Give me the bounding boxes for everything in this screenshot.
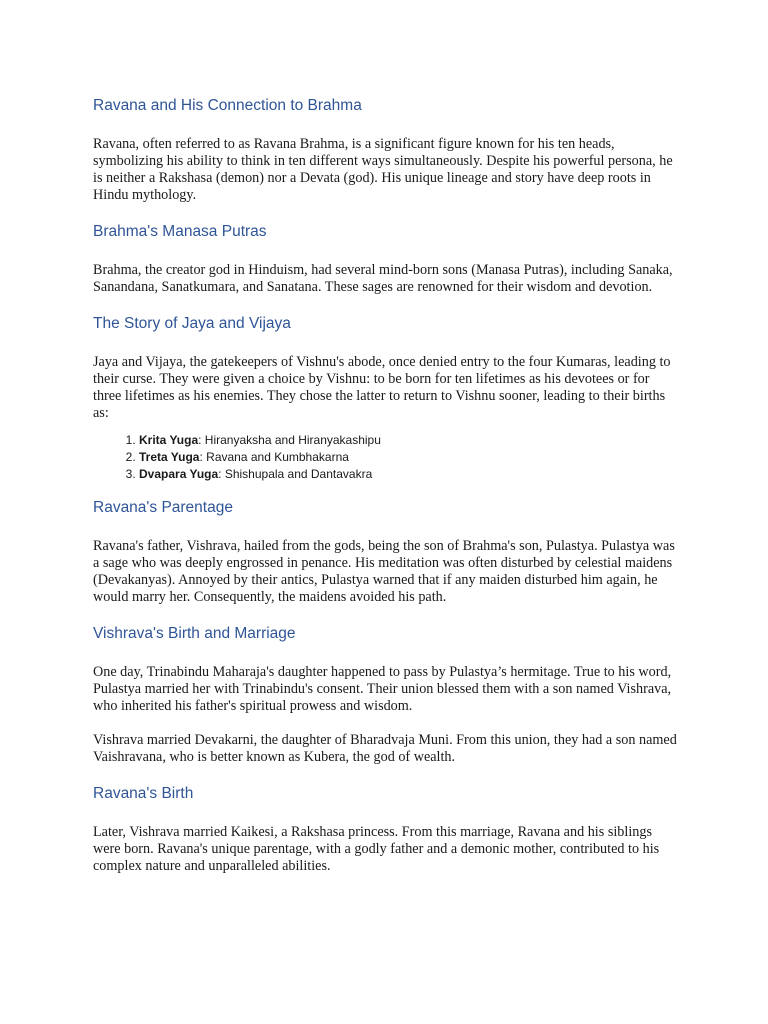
heading-ravana-birth: Ravana's Birth — [93, 785, 194, 802]
list-item-text: : Ravana and Kumbhakarna — [199, 450, 349, 464]
paragraph-manasa-putras: Brahma, the creator god in Hinduism, had several mind-born sons (Manasa Putras), including Sanaka, Sanandana, Sanatkumara, and Sanatana. These sages are renowned for their wisdom and devotion. — [93, 262, 673, 295]
list-item-term: Treta Yuga — [139, 450, 200, 464]
paragraph-vishrava-marriage: Vishrava married Devakarni, the daughter of Bharadvaja Muni. From this union, they had a son named Vaishravana, who is better known as Kubera, the god of wealth. — [93, 732, 677, 765]
heading-jaya-vijaya: The Story of Jaya and Vijaya — [93, 315, 291, 332]
paragraph-jaya-vijaya: Jaya and Vijaya, the gatekeepers of Vishnu's abode, once denied entry to the four Kumaras, leading to their curse. They were given a choice by Vishnu: to be born for ten lifetimes as his devotees or for three lifetimes as his enemies. They chose the latter to return to Vishnu sooner, leading to their births as: — [93, 354, 671, 421]
list-item — [139, 466, 678, 483]
list-item-term: Krita Yuga — [139, 433, 199, 447]
births-list — [93, 432, 678, 483]
heading-ravana-parentage: Ravana's Parentage — [93, 499, 233, 516]
document-page — [93, 95, 678, 875]
paragraph-ravana-birth: Later, Vishrava married Kaikesi, a Rakshasa princess. From this marriage, Ravana and his siblings were born. Ravana's unique parentage, with a godly father and a demonic mother, contributed to his complex nature and unparalleled abilities. — [93, 824, 660, 874]
paragraph-ravana-intro: Ravana, often referred to as Ravana Brahma, is a significant figure known for his ten heads, symbolizing his ability to think in ten different ways simultaneously. Despite his powerful persona, he is neither a Rakshasa (demon) nor a Devata (god). His unique lineage and story have deep roots in Hindu mythology. — [93, 136, 673, 203]
list-item-text: : Shishupala and Dantavakra — [218, 467, 373, 481]
list-item — [139, 432, 678, 449]
paragraph-vishrava-birth: One day, Trinabindu Maharaja's daughter happened to pass by Pulastya’s hermitage. True to his word, Pulastya married her with Trinabindu's consent. Their union blessed them with a son named Vishrava, who inherited his father's spiritual prowess and wisdom. — [93, 664, 672, 714]
paragraph-ravana-parentage: Ravana's father, Vishrava, hailed from the gods, being the son of Brahma's son, Pulastya. Pulastya was a sage who was deeply engrossed in penance. His meditation was often disturbed by celestial maidens (Devakanyas). Annoyed by their antics, Pulastya warned that if any maiden disturbed him again, he would marry her. Consequently, the maidens avoided his path. — [93, 538, 675, 605]
list-item-term: Dvapara Yuga — [139, 467, 219, 481]
heading-vishrava-birth: Vishrava's Birth and Marriage — [93, 625, 296, 642]
list-item — [139, 449, 678, 466]
heading-manasa-putras: Brahma's Manasa Putras — [93, 223, 267, 240]
heading-ravana-brahma: Ravana and His Connection to Brahma — [93, 97, 362, 114]
list-item-text: : Hiranyaksha and Hiranyakashipu — [198, 433, 381, 447]
